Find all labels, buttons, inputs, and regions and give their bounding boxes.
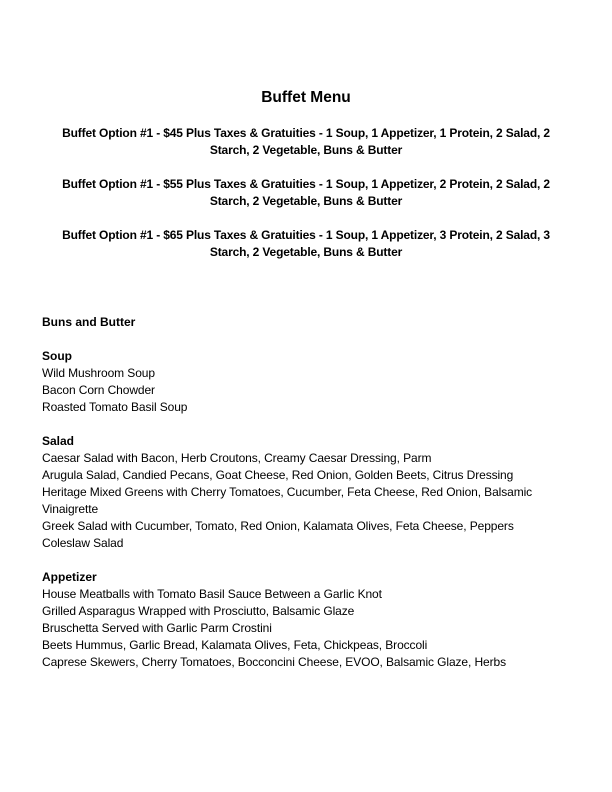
menu-item: Grilled Asparagus Wrapped with Prosciutto, Balsamic Glaze xyxy=(42,604,355,618)
menu-item: Wild Mushroom Soup xyxy=(42,366,155,380)
menu-item: Bacon Corn Chowder xyxy=(42,383,155,397)
buffet-options xyxy=(45,125,567,278)
section-buns-and-butter xyxy=(42,314,577,331)
section-heading: Buns and Butter xyxy=(42,315,136,329)
section-soup xyxy=(42,348,577,416)
section-appetizer xyxy=(42,569,577,671)
menu-item: Arugula Salad, Candied Pecans, Goat Cheese, Red Onion, Golden Beets, Citrus Dressing xyxy=(42,468,514,482)
menu-item: Heritage Mixed Greens with Cherry Tomatoes, Cucumber, Feta Cheese, Red Onion, Balsamic Vinaigrette xyxy=(42,485,533,516)
section-heading: Appetizer xyxy=(42,570,97,584)
buffet-option-45: Buffet Option #1 - $45 Plus Taxes & Gratuities - 1 Soup, 1 Appetizer, 1 Protein, 2 Salad, 2 Starch, 2 Vegetable, Buns & Butter xyxy=(62,126,550,157)
menu-item: Caprese Skewers, Cherry Tomatoes, Bocconcini Cheese, EVOO, Balsamic Glaze, Herbs xyxy=(42,655,506,669)
page-title: Buffet Menu xyxy=(261,89,351,106)
menu-item: Beets Hummus, Garlic Bread, Kalamata Olives, Feta, Chickpeas, Broccoli xyxy=(42,638,428,652)
section-heading: Salad xyxy=(42,434,75,448)
buffet-option-55: Buffet Option #1 - $55 Plus Taxes & Gratuities - 1 Soup, 1 Appetizer, 2 Protein, 2 Salad, 2 Starch, 2 Vegetable, Buns & Butter xyxy=(62,177,550,208)
buffet-option-65: Buffet Option #1 - $65 Plus Taxes & Gratuities - 1 Soup, 1 Appetizer, 3 Protein, 2 Salad, 3 Starch, 2 Vegetable, Buns & Butter xyxy=(62,228,550,259)
menu-item: Bruschetta Served with Garlic Parm Crostini xyxy=(42,621,272,635)
menu-content xyxy=(42,314,577,688)
section-salad xyxy=(42,433,577,552)
menu-item: Greek Salad with Cucumber, Tomato, Red Onion, Kalamata Olives, Feta Cheese, Peppers xyxy=(42,519,514,533)
section-heading: Soup xyxy=(42,349,72,363)
menu-item: Caesar Salad with Bacon, Herb Croutons, Creamy Caesar Dressing, Parm xyxy=(42,451,432,465)
menu-item: House Meatballs with Tomato Basil Sauce Between a Garlic Knot xyxy=(42,587,382,601)
menu-item: Roasted Tomato Basil Soup xyxy=(42,400,188,414)
menu-item: Coleslaw Salad xyxy=(42,536,124,550)
